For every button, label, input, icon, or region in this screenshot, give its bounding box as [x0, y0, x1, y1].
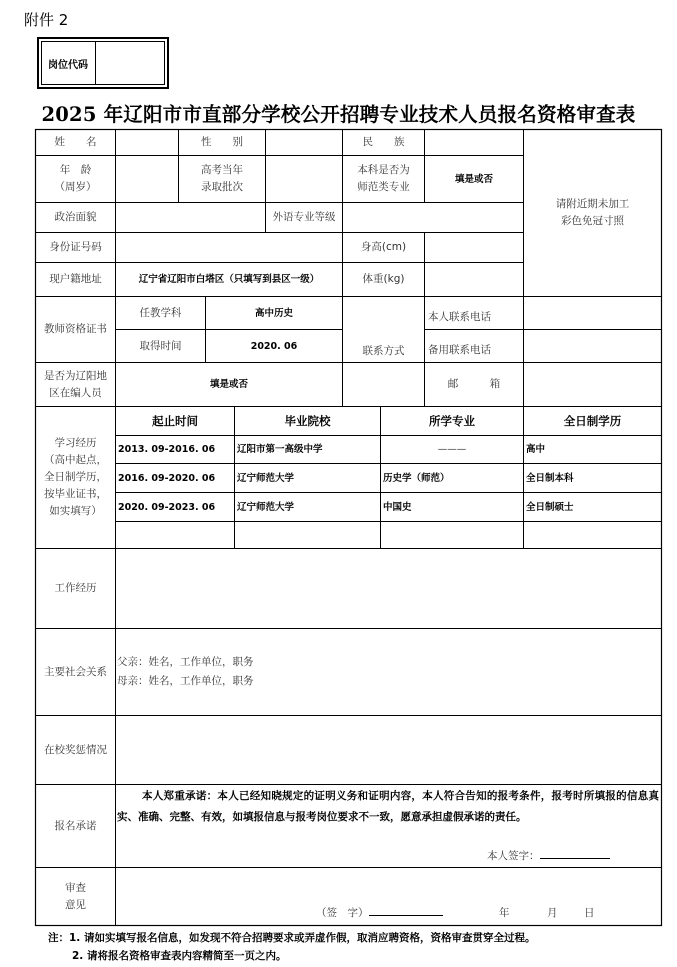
normal-major-value[interactable]: 填是或否	[454, 173, 493, 185]
edu-cell-degree[interactable]: 全日制硕士	[526, 501, 574, 513]
review-year: 年	[499, 907, 510, 919]
note-1: 注：1. 请如实填写报名信息，如发现不符合招聘要求或弄虚作假，取消应聘资格，资格审查贯穿全过程。	[48, 932, 536, 944]
review-label-line2: 意见	[65, 898, 86, 911]
edu-cell-school[interactable]: 辽阳市第一高级中学	[237, 444, 323, 455]
edu-label-line: 全日制学历，	[44, 471, 107, 483]
edu-cell-major[interactable]: 中国史	[383, 501, 412, 513]
gender-label: 性 别	[201, 136, 243, 148]
liaoyang-staff-value[interactable]: 填是或否	[209, 379, 248, 390]
review-signature[interactable]	[316, 905, 443, 920]
registered-address-label: 现户籍地址	[49, 273, 102, 285]
subject-label: 任教学科	[139, 306, 182, 319]
phone-backup-label: 备用联系电话	[428, 343, 491, 356]
edu-cell-school[interactable]: 辽宁师范大学	[237, 501, 295, 513]
normal-major-line2: 师范类专业	[357, 181, 410, 193]
social-father[interactable]: 父亲：姓名，工作单位，职务	[117, 655, 254, 668]
pledge-signature[interactable]	[487, 848, 610, 863]
social-mother[interactable]: 母亲：姓名，工作单位，职务	[117, 674, 254, 687]
photo-note-line1: 请附近期未加工	[555, 198, 630, 210]
form-title: 2025 年辽阳市市直部分学校公开招聘专业技术人员报名资格审查表	[41, 103, 636, 126]
review-label-line1: 审查	[65, 881, 86, 894]
post-code-label: 岗位代码	[41, 41, 96, 85]
pledge-label: 报名承诺	[54, 819, 97, 832]
edu-cell-major[interactable]: ———	[437, 444, 467, 455]
liaoyang-staff-line1: 是否为辽阳地	[44, 369, 107, 382]
age-label-line2: （周岁）	[54, 181, 97, 193]
edu-cell-degree[interactable]: 全日制本科	[526, 472, 574, 484]
political-label: 政治面貌	[54, 211, 97, 223]
edu-cell-period[interactable]: 2013. 09-2016. 06	[118, 444, 216, 455]
edu-cell-degree[interactable]: 高中	[526, 444, 546, 455]
edu-header-school: 毕业院校	[284, 413, 331, 428]
foreign-lang-label: 外语专业等级	[272, 211, 336, 223]
teacher-cert-label: 教师资格证书	[44, 323, 107, 335]
edu-header-period: 起止时间	[152, 413, 198, 428]
age-label-line1: 年 龄	[59, 164, 92, 176]
social-relations-label: 主要社会关系	[44, 665, 107, 678]
edu-cell-period[interactable]: 2020. 09-2023. 06	[118, 501, 216, 513]
name-label: 姓 名	[54, 136, 97, 148]
phone-self-label: 本人联系电话	[428, 310, 491, 323]
contact-label: 联系方式	[362, 345, 405, 357]
review-label	[36, 868, 115, 925]
work-experience-label: 工作经历	[54, 582, 97, 594]
edu-cell-period[interactable]: 2016. 09-2020. 06	[118, 472, 216, 484]
email-label: 邮 箱	[447, 378, 501, 390]
attachment-label: 附件 2	[24, 11, 69, 29]
edu-label-line: 按毕业证书，	[44, 488, 107, 500]
pledge-text: 本人郑重承诺：本人已经知晓规定的证明义务和证明内容，本人符合告知的报考条件，报考时所填报的信息真实、准确、完整、有效，如填报信息与报考岗位要求不一致，愿意承担虚假承诺的责任。	[117, 790, 659, 823]
pledge-signature-label: 本人签字：	[487, 850, 540, 862]
obtain-time-label: 取得时间	[139, 339, 182, 352]
review-sign-line[interactable]	[369, 915, 443, 916]
ethnicity-label: 民 族	[362, 136, 405, 148]
photo-placeholder[interactable]	[524, 130, 661, 296]
weight-label: 体重(kg)	[362, 273, 405, 285]
review-month: 月	[547, 907, 558, 919]
registered-address-value[interactable]: 辽宁省辽阳市白塔区（只填写到县区一级）	[138, 274, 320, 285]
edu-label-line: （高中起点，	[44, 454, 107, 466]
edu-cell-major[interactable]: 历史学（师范）	[383, 472, 450, 484]
exam-batch-label	[179, 156, 265, 202]
exam-batch-line1: 高考当年	[201, 164, 243, 176]
subject-value[interactable]: 高中历史	[254, 307, 293, 319]
edu-header-major: 所学专业	[429, 413, 475, 428]
liaoyang-staff-label	[36, 363, 115, 406]
normal-major-label	[343, 156, 424, 202]
obtain-time-value[interactable]: 2020. 06	[250, 340, 298, 352]
review-sign-label: （签 字）	[316, 907, 369, 919]
edu-label-line: 如实填写）	[49, 505, 102, 517]
review-day: 日	[584, 907, 595, 919]
edu-label-line: 学习经历	[54, 437, 97, 449]
normal-major-line1: 本科是否为	[357, 164, 410, 176]
pledge-signature-line[interactable]	[540, 858, 610, 859]
id-number-label: 身份证号码	[49, 241, 102, 253]
exam-batch-line2: 录取批次	[201, 181, 243, 193]
awards-label: 在校奖惩情况	[44, 743, 107, 756]
edu-cell-school[interactable]: 辽宁师范大学	[237, 472, 295, 484]
education-label	[36, 407, 115, 548]
height-label: 身高(cm)	[360, 241, 407, 253]
age-label	[36, 156, 115, 202]
note-2: 2. 请将报名资格审查表内容精简至一页之内。	[72, 950, 287, 962]
edu-header-degree: 全日制学历	[563, 413, 622, 428]
liaoyang-staff-line2: 区在编人员	[49, 386, 102, 399]
photo-note-line2: 彩色免冠寸照	[561, 215, 624, 227]
